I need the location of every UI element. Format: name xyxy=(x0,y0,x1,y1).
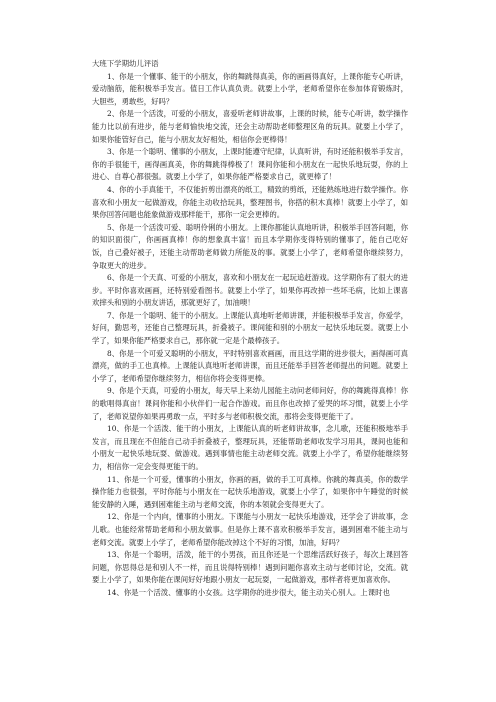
comment-paragraph: 12、你是一个内向，懂事的小朋友。下课能与小朋友一起快乐地游戏，还学会了讲故事，念儿歌。也能经常帮助老师和小朋友做事。但是你上课不喜欢积极举手发言，遇到困难不能主动与老师交流。就要上小学了，老师希望你能改掉这个不好的习惯，加油，好吗？ xyxy=(92,512,408,547)
comment-paragraph: 2、你是一个活泼，可爱的小朋友，喜爱听老师讲故事，上课的时候，能专心听讲，数学操作能力比以前有进步，能与老师愉快地交流，还会主动帮助老师整理区角的玩具。就要上小学了，如果你能管好自己，能与小朋友友好相处，相信你会更棒得！ xyxy=(92,109,408,144)
comment-paragraph: 6、你是一个天真、可爱的小朋友，喜欢和小朋友在一起玩追赶游戏。这学期你有了很大的进步。平时你喜欢画画，还特别爱看图书。就要上小学了，如果你再改掉一些坏毛病，比如上课喜欢摔头和别的小朋友讲话，那就更好了，加油噢！ xyxy=(92,273,408,308)
comments-list xyxy=(92,71,408,600)
comment-paragraph: 10、你是一个活泼、能干的小朋友，上课能认真的听老师讲故事，念儿歌，还能积极地举手发言，而且现在不但能自己动手折叠被子，整理玩具，还能帮助老师收发学习用具，课间也能和小朋友一起快乐地玩耍、做游戏。遇到事情也能主动老师交流。就要上小学了，希望你能继续努力，相信你一定会变得更能干的。 xyxy=(92,424,408,471)
comment-paragraph: 1、你是一个懂事、能干的小朋友，你的舞跳得真美，你的画画得真好，上课你能专心听讲，爱动脑筋，能积极举手发言。值日工作认真负责。就要上小学，老师希望你在参加体育锻炼时，大胆些，勇敢些，好吗？ xyxy=(92,71,408,106)
comment-paragraph: 7、你是一个聪明、能干的小朋友。上课能认真地听老师讲课，并能积极举手发言，你爱学，好问，勤思考，还能自己整理玩具，折叠被子。课间能和别的小朋友一起快乐地玩耍。就要上小学了，如果你能严格要求自己，那你就一定是个最棒孩子。 xyxy=(92,310,408,346)
comment-paragraph: 11、你是一个可爱，懂事的小朋友，你画的画，做的手工可真棒。你跳的舞真美，你的数学操作能力也很强，平时你能与小朋友在一起快乐地游戏，就要上小学了，如果你中午睡觉的时候能安静的入睡，遇到困难能主动与老师交流，你的本领就会变得更大了。 xyxy=(92,474,408,509)
comment-paragraph: 9、你是个天真，可爱的小朋友，每天早上来幼儿园能主动问老师问好，你的舞跳得真棒！你的歌唱得真亩！课间你能和小伙伴们一起合作游戏。而且你也改掉了爱哭的坏习惯，就要上小学了，老师说望你如果再勇敢一点，平时多与老师积极交流，那将会变得更能干了。 xyxy=(92,386,408,421)
comment-paragraph: 13、你是一个聪明，活泼，能干的小男孩，而且你还是一个思维活跃好孩子，每次上课回答问题，你思得总是和别人不一样，而且说得特别棒！遇到问题你喜欢主动与老师讨论，交流。就要上小学了，如果你能在课间好好地跟小朋友一起玩耍，一起做游戏，那样者将更加喜欢你。 xyxy=(92,550,408,585)
document-title: 大班下学期幼儿评语 xyxy=(92,59,159,68)
comment-paragraph: 8、你是一个可爱又聪明的小朋友，平时特别喜欢画画，而且这学期的进步很大，画得画可真漂亮，做的手工也真棒。上课能认真地听老师讲课，而且还能举手回答老师提出的问题。就要上小学了，老师希望你继续努力，相信你将会变得更棒。 xyxy=(92,348,408,383)
comment-paragraph: 4、你的小手真能干，不仅能折剪出漂亮的纸工，精致的剪纸，还能熟练地进行数学操作。你喜欢和小朋友一起做游戏，你能主动收拾玩具，整理图书，你搭的积木真棒！就要上小学了，如果你回答问题也能象做游戏那样能干，那你一定会更棒的。 xyxy=(92,184,408,220)
comment-paragraph: 5、你是一个活泼可爱、聪明伶俐的小朋友。上课你都能认真地听讲，积极举手回答问题，你的知识面很广，你画画真棒！你的想象真丰富！而且本学期你变得特别的懂事了，能自己吃好饭，自己叠好被子，还能主动帮助老师做力所能及的事。就要上小学了，老师希望你继续努力，争取更大的进步。 xyxy=(92,222,408,270)
comment-paragraph: 14、你是一个活泼、懂事的小女孩。这学期你的进步很大，能主动关心别人。上课时也 xyxy=(107,587,390,597)
document-page xyxy=(92,58,408,600)
comment-paragraph: 3、你是一个聪明、懂事的小朋友，上课时能遵守纪律，认真听讲，有时还能积极举手发言，你的手很能干，画得画真美，你的舞跳得棒极了！课间你能和小朋友在一起快乐地玩耍，你的上进心、自尊心都很强。就要上小学了，如果你能严格要求自己，就更棒了！ xyxy=(92,147,408,182)
